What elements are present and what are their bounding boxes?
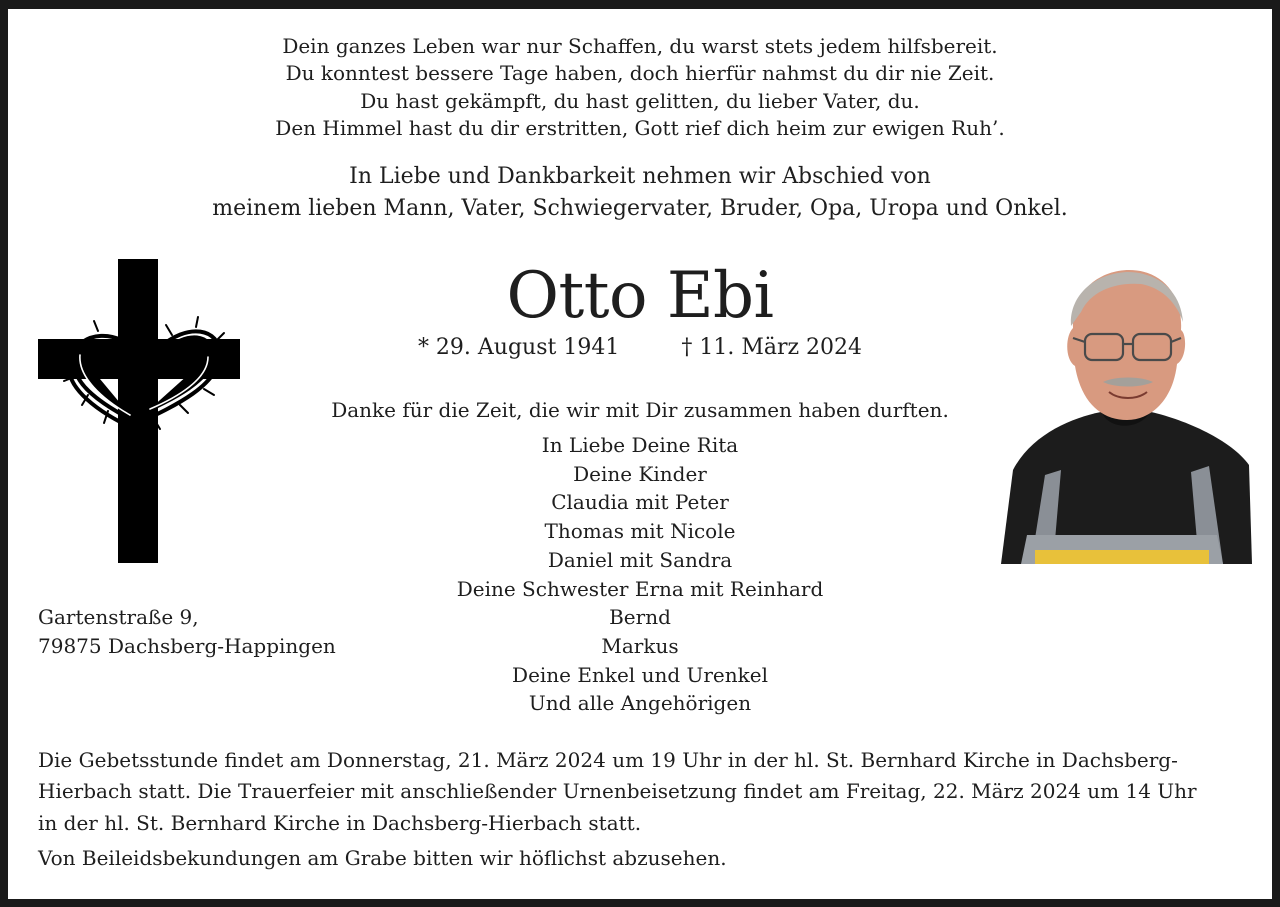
intro-line: In Liebe und Dankbarkeit nehmen wir Abschied von xyxy=(349,164,931,189)
deceased-name: Otto Ebi xyxy=(506,259,774,333)
mourner-line: Deine Kinder xyxy=(573,461,707,486)
poem-line: Den Himmel hast du dir erstritten, Gott rief dich heim zur ewigen Ruh’. xyxy=(275,115,1005,140)
farewell-intro xyxy=(8,161,1272,225)
mourner-line: Deine Enkel und Urenkel xyxy=(512,662,768,687)
family-address xyxy=(38,603,336,661)
mourner-line: Markus xyxy=(601,633,679,658)
notice-line: Die Gebetsstunde findet am Donnerstag, 21. März 2024 um 19 Uhr in der hl. St. Bernhard Kirche in Dachsberg- xyxy=(38,748,1178,772)
poem-line: Du konntest bessere Tage haben, doch hierfür nahmst du dir nie Zeit. xyxy=(285,61,995,86)
poem-line: Dein ganzes Leben war nur Schaffen, du warst stets jedem hilfsbereit. xyxy=(282,34,998,58)
mourner-line: In Liebe Deine Rita xyxy=(541,433,739,457)
address-city: 79875 Dachsberg-Happingen xyxy=(38,634,336,658)
poem xyxy=(8,33,1272,142)
service-notice xyxy=(38,745,1253,839)
mourner-line: Thomas mit Nicole xyxy=(544,519,736,544)
condolence-request: Von Beileidsbekundungen am Grabe bitten wir höflichst abzusehen. xyxy=(38,846,727,870)
birth-date: * 29. August 1941 xyxy=(417,335,620,360)
intro-line: meinem lieben Mann, Vater, Schwiegervater, Bruder, Opa, Uropa und Onkel. xyxy=(212,196,1068,221)
mourner-line: Daniel mit Sandra xyxy=(547,547,733,572)
death-date: † 11. März 2024 xyxy=(681,335,863,360)
mourner-line: Claudia mit Peter xyxy=(551,490,729,515)
notice-line: in der hl. St. Bernhard Kirche in Dachsberg-Hierbach statt. xyxy=(38,810,642,835)
notice-line: Hierbach statt. Die Trauerfeier mit anschließender Urnenbeisetzung findet am Freitag, 22. März 2024 um 14 Uhr xyxy=(38,779,1197,804)
thanks-line: Danke für die Zeit, die wir mit Dir zusammen haben durften. xyxy=(331,398,949,422)
mourner-line: Bernd xyxy=(609,605,671,630)
mourner-line: Deine Schwester Erna mit Reinhard xyxy=(456,576,824,601)
cross-with-crown-of-thorns-icon xyxy=(38,259,240,563)
poem-line: Du hast gekämpft, du hast gelitten, du lieber Vater, du. xyxy=(360,88,920,113)
address-street: Gartenstraße 9, xyxy=(38,605,199,629)
mourner-line: Und alle Angehörigen xyxy=(528,691,752,716)
portrait-photo xyxy=(991,260,1252,564)
